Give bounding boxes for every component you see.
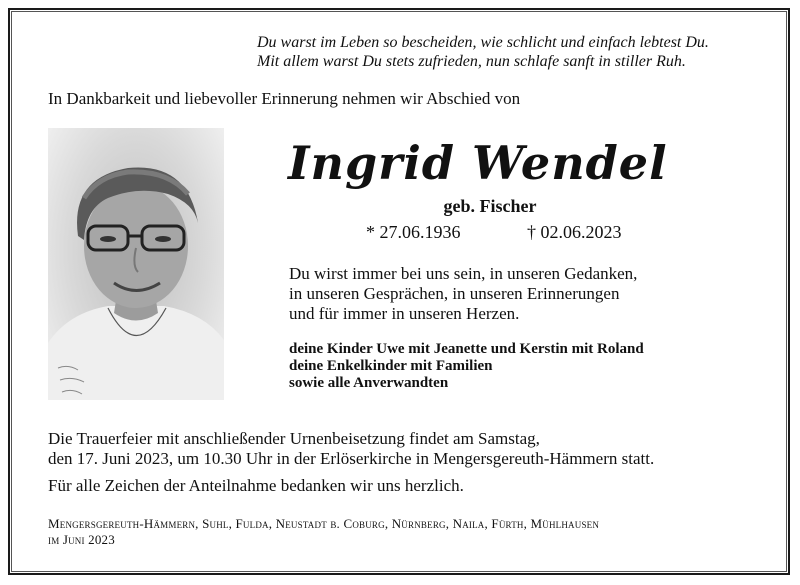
birth-name: geb. Fischer [443,196,537,216]
poem-line-1: Du wirst immer bei uns sein, in unseren Gedanken, [289,264,638,283]
thanks-text: Für alle Zeichen der Anteilnahme bedanken wir uns herzlich. [48,476,464,495]
service-line-2: den 17. Juni 2023, um 10.30 Uhr in der Erlöserkirche in Mengersgereuth-Hämmern statt. [48,449,655,468]
motto-verse [257,33,767,71]
memorial-poem [289,264,637,324]
poem-line-2: in unseren Gesprächen, in unseren Erinnerungen [289,284,620,303]
mourners-list [289,341,644,392]
birth-date: * 27.06.1936 [366,222,461,242]
mourners-line-2: deine Enkelkinder mit Familien [289,358,493,374]
places-line: Mengersgereuth-Hämmern, Suhl, Fulda, Neustadt b. Coburg, Nürnberg, Naila, Fürth, Mühlhausen [48,516,600,531]
intro-text: In Dankbarkeit und liebevoller Erinnerung nehmen wir Abschied von [48,89,521,108]
death-date: † 02.06.2023 [527,222,622,242]
portrait-illustration [48,128,224,400]
poem-line-3: und für immer in unseren Herzen. [289,304,520,323]
mourners-line-3: sowie alle Anverwandten [289,375,449,391]
mourners-line-1: deine Kinder Uwe mit Jeanette und Kerstin mit Roland [289,341,644,357]
service-line-1: Die Trauerfeier mit anschließender Urnenbeisetzung findet am Samstag, [48,429,540,448]
motto-line-2: Mit allem warst Du stets zufrieden, nun schlafe sanft in stiller Ruh. [257,53,686,70]
funeral-service-info [48,429,654,469]
places-and-date [48,516,599,548]
portrait-photo [48,128,224,400]
motto-line-1: Du warst im Leben so bescheiden, wie schlicht und einfach lebtest Du. [257,34,709,51]
deceased-name: Ingrid Wendel [288,136,668,190]
life-dates [366,222,622,243]
date-line: im Juni 2023 [48,532,115,547]
